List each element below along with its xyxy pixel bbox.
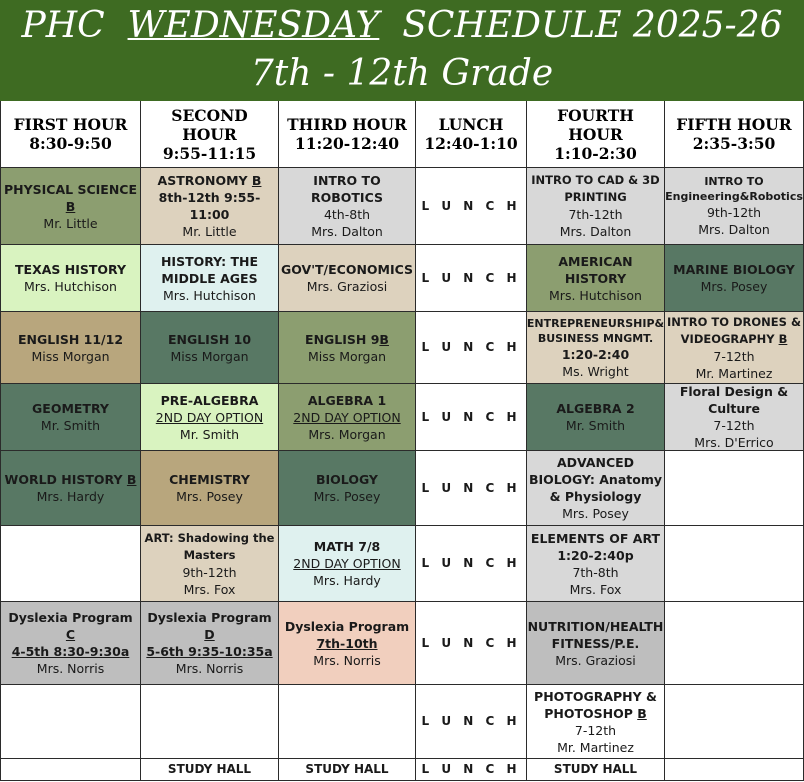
grade-range: 7-12th <box>713 348 755 364</box>
schedule-grid <box>0 101 804 782</box>
class-cell <box>141 526 279 602</box>
header-second-hour <box>141 101 279 168</box>
class-time: 1:20-2:40p <box>557 547 634 563</box>
teacher-name: Miss Morgan <box>31 348 110 364</box>
class-cell <box>0 451 141 526</box>
header-time: 12:40-1:10 <box>424 134 518 153</box>
teacher-name: Mrs. Morgan <box>308 426 386 442</box>
teacher-name: Mrs. Hutchison <box>163 287 256 303</box>
class-cell <box>665 312 804 384</box>
header-label: FIFTH HOUR <box>676 115 792 134</box>
schedule-title-banner <box>0 0 804 101</box>
header-lunch <box>416 101 527 168</box>
class-title: GEOMETRY <box>32 401 109 416</box>
day-option: 2ND DAY OPTION <box>155 409 264 425</box>
empty-cell <box>665 759 804 781</box>
class-details: 5-6th 9:35-10:35a <box>146 644 273 659</box>
study-hall-cell: STUDY HALL <box>279 759 416 781</box>
teacher-name: Ms. Wright <box>562 363 629 379</box>
grade-range: 7-12th <box>713 418 755 433</box>
header-time: 11:20-12:40 <box>294 134 400 153</box>
empty-cell <box>665 451 804 526</box>
class-cell <box>0 384 141 451</box>
class-time: 1:20-2:40 <box>561 346 630 362</box>
header-label: LUNCH <box>438 115 504 134</box>
teacher-name: Mr. Martinez <box>695 365 773 381</box>
class-cell <box>527 168 665 245</box>
lunch-cell: L U N C H <box>416 168 527 245</box>
class-title: MARINE BIOLOGY <box>673 262 795 277</box>
header-label: FIRST HOUR <box>13 115 128 134</box>
grade-range: 9th-12th <box>182 564 237 580</box>
class-cell <box>665 384 804 451</box>
teacher-name: Miss Morgan <box>307 348 387 364</box>
class-cell <box>141 451 279 526</box>
teacher-name: Mrs. D'Errico <box>694 435 774 450</box>
empty-cell <box>0 759 141 781</box>
teacher-name: Mrs. Norris <box>175 661 244 676</box>
class-cell <box>527 685 665 759</box>
header-time: 9:55-11:15 <box>162 143 257 163</box>
teacher-name: Mrs. Fox <box>183 581 236 597</box>
empty-cell <box>0 526 141 602</box>
empty-cell <box>0 685 141 759</box>
teacher-name: Mrs. Dalton <box>311 224 383 239</box>
header-label: THIRD HOUR <box>287 115 407 134</box>
class-cell <box>527 602 665 685</box>
grade-range: 7th-8th <box>572 564 619 580</box>
teacher-name: Mrs. Graziosi <box>306 279 388 294</box>
class-title: ENGLISH 9B <box>305 331 389 347</box>
class-title: ART: Shadowing the Masters <box>144 530 275 562</box>
teacher-name: Mrs. Hardy <box>313 573 381 588</box>
class-title: Dyslexia Program <box>284 618 410 634</box>
grade-range: 4th-8th <box>323 207 371 222</box>
teacher-name: Miss Morgan <box>170 348 249 364</box>
class-title: Floral Design & Culture <box>679 384 789 416</box>
class-cell <box>0 312 141 384</box>
class-cell <box>0 245 141 312</box>
title-day: WEDNESDAY <box>127 5 380 46</box>
teacher-name: Mrs. Hardy <box>36 489 105 504</box>
class-title: INTRO TO Engineering&Robotics <box>665 175 803 203</box>
class-details: 7th-10th <box>316 635 378 651</box>
teacher-name: Mrs. Dalton <box>559 224 632 239</box>
class-title: NUTRITION/HEALTH FITNESS/P.E. <box>527 618 664 651</box>
teacher-name: Mrs. Graziosi <box>555 652 636 668</box>
class-cell <box>279 168 416 245</box>
schedule-subtitle: 7th - 12th Grade <box>250 53 554 94</box>
teacher-name: Mrs. Dalton <box>698 222 770 237</box>
teacher-name: Mrs. Norris <box>313 652 381 668</box>
class-title: GOV'T/ECONOMICS <box>280 262 414 277</box>
class-cell <box>665 168 804 245</box>
class-cell <box>141 312 279 384</box>
teacher-name: Mr. Smith <box>179 426 240 442</box>
empty-cell <box>665 526 804 602</box>
header-time: 2:35-3:50 <box>692 134 776 153</box>
empty-cell <box>665 685 804 759</box>
day-option: 2ND DAY OPTION <box>293 556 401 571</box>
title-suffix: SCHEDULE 2025-26 <box>402 5 783 46</box>
teacher-name: Mr. Smith <box>40 418 101 433</box>
class-title: MATH 7/8 <box>313 539 381 554</box>
teacher-name: Mrs. Norris <box>36 661 105 676</box>
class-title: PHYSICAL SCIENCE B <box>3 181 138 214</box>
class-title: WORLD HISTORY B <box>4 472 137 487</box>
teacher-name: Mr. Martinez <box>557 739 634 755</box>
class-cell <box>527 312 665 384</box>
title-prefix: PHC <box>21 5 105 46</box>
lunch-cell: L U N C H <box>416 602 527 685</box>
study-hall-cell: STUDY HALL <box>141 759 279 781</box>
teacher-name: Mrs. Posey <box>176 489 243 504</box>
teacher-name: Mrs. Posey <box>313 489 381 504</box>
lunch-cell: L U N C H <box>416 526 527 602</box>
schedule-title <box>0 4 804 48</box>
class-title: ENGLISH 10 <box>167 331 252 347</box>
header-time: 1:10-2:30 <box>554 143 637 163</box>
grade-range: 7th-12th <box>568 207 623 222</box>
header-label: SECOND HOUR <box>171 105 248 144</box>
class-details: 4-5th 8:30-9:30a <box>11 644 130 659</box>
day-option: 2ND DAY OPTION <box>293 409 401 425</box>
lunch-cell: L U N C H <box>416 759 527 781</box>
class-title: TEXAS HISTORY <box>15 262 126 277</box>
class-cell <box>527 245 665 312</box>
class-cell <box>141 602 279 685</box>
class-title: HISTORY: THE MIDDLE AGES <box>160 253 259 286</box>
header-label: FOURTH HOUR <box>557 105 634 144</box>
header-fifth-hour <box>665 101 804 168</box>
grade-range: 9th-12th <box>706 205 762 220</box>
class-title: INTRO TO ROBOTICS <box>311 173 383 205</box>
class-cell <box>141 384 279 451</box>
class-cell <box>527 384 665 451</box>
header-first-hour <box>0 101 141 168</box>
class-title: INTRO TO DRONES & VIDEOGRAPHY B <box>667 314 801 346</box>
class-cell <box>527 451 665 526</box>
class-title: CHEMISTRY <box>169 472 250 487</box>
lunch-cell: L U N C H <box>416 685 527 759</box>
teacher-name: Mrs. Hutchison <box>24 279 117 294</box>
class-cell <box>279 526 416 602</box>
class-details: 8th-12th 9:55-11:00 <box>158 190 261 222</box>
empty-cell <box>141 685 279 759</box>
lunch-cell: L U N C H <box>416 245 527 312</box>
teacher-name: Mrs. Hutchison <box>549 287 642 303</box>
class-title: AMERICAN HISTORY <box>558 253 633 286</box>
header-time: 8:30-9:50 <box>29 134 112 153</box>
empty-cell <box>279 685 416 759</box>
class-cell <box>665 245 804 312</box>
class-title: ENTREPRENEURSHIP& BUSINESS MNGMT. <box>527 316 665 345</box>
class-title: ALGEBRA 1 <box>307 392 387 408</box>
class-cell <box>279 384 416 451</box>
class-title: ALGEBRA 2 <box>556 401 635 416</box>
lunch-cell: L U N C H <box>416 384 527 451</box>
teacher-name: Mr. Little <box>43 215 98 231</box>
empty-cell <box>665 602 804 685</box>
teacher-name: Mrs. Fox <box>569 581 622 597</box>
teacher-name: Mrs. Posey <box>562 506 629 521</box>
class-cell <box>141 245 279 312</box>
teacher-name: Mr. Smith <box>565 418 626 433</box>
class-title: ELEMENTS OF ART <box>530 530 661 546</box>
lunch-cell: L U N C H <box>416 312 527 384</box>
class-cell <box>279 451 416 526</box>
class-cell <box>0 602 141 685</box>
class-cell <box>0 168 141 245</box>
class-title: PRE-ALGEBRA <box>160 392 259 408</box>
class-title: PHOTOGRAPHY & PHOTOSHOP B <box>534 688 657 721</box>
class-title: ENGLISH 11/12 <box>17 331 124 347</box>
teacher-name: Mr. Little <box>182 224 237 239</box>
class-cell <box>527 526 665 602</box>
lunch-cell: L U N C H <box>416 451 527 526</box>
class-title: ASTRONOMY B <box>157 173 262 188</box>
teacher-name: Mrs. Posey <box>700 279 768 294</box>
header-fourth-hour <box>527 101 665 168</box>
class-cell <box>279 312 416 384</box>
class-cell <box>279 602 416 685</box>
grade-range: 7-12th <box>574 722 617 738</box>
class-cell <box>141 168 279 245</box>
class-title: BIOLOGY <box>316 472 378 487</box>
class-title: ADVANCED BIOLOGY: Anatomy & Physiology <box>529 455 662 504</box>
class-title: Dyslexia Program C <box>8 610 133 642</box>
class-title: Dyslexia Program D <box>147 610 272 642</box>
header-third-hour <box>279 101 416 168</box>
class-title: INTRO TO CAD & 3D PRINTING <box>531 173 660 204</box>
study-hall-cell: STUDY HALL <box>527 759 665 781</box>
class-cell <box>279 245 416 312</box>
